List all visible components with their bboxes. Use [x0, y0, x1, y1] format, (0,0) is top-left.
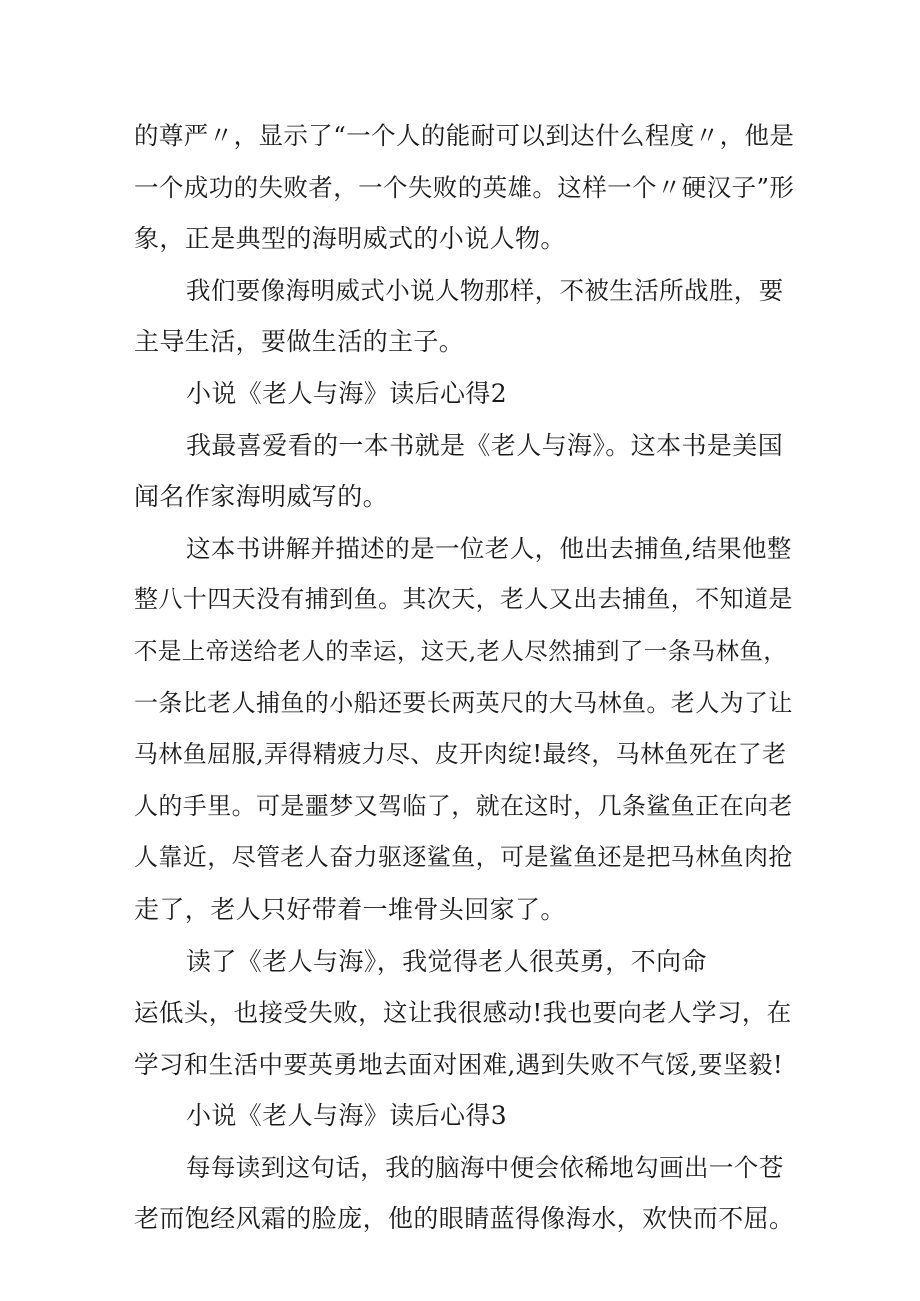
- text-line: 主导生活，要做生活的主子。: [134, 327, 465, 357]
- text-line: 整八十四天没有捕到鱼。其次天，老人又出去捕鱼，不知道是: [134, 585, 793, 614]
- paragraph-first-line: 每每读到这句话，我的脑海中便会依稀地勾画出一个苍: [186, 1152, 784, 1182]
- paragraph-first-line: 这本书讲解并描述的是一位老人，他出去捕鱼,结果他整: [186, 533, 792, 563]
- text-line: 走了，老人只好带着一堆骨头回家了。: [134, 894, 566, 924]
- text-line: 一个成功的失败者，一个失败的英雄。这样一个〃硬汉子”形: [134, 172, 794, 202]
- paragraph-first-line: 小说《老人与海》读后心得3: [186, 1101, 508, 1131]
- paragraph-first-line: 我们要像海明威式小说人物那样，不被生活所战胜，要: [186, 275, 784, 305]
- text-line: 闻名作家海明威写的。: [134, 482, 389, 512]
- paragraph-first-line: 我最喜爱看的一本书就是《老人与海》。这本书是美国: [186, 430, 784, 460]
- text-line: 不是上帝送给老人的幸运，这天,老人尽然捕到了一条马林鱼，: [134, 636, 788, 665]
- text-line: 运低头，也接受失败，这让我很感动!我也要向老人学习，在: [134, 998, 792, 1028]
- paragraph-first-line: 读了《老人与海》，我觉得老人很英勇，不向命: [186, 946, 707, 976]
- text-line: 人的手里。可是噩梦又驾临了，就在这时，几条鲨鱼正在向老: [134, 791, 793, 820]
- document-body: [134, 110, 794, 1245]
- text-line: 老而饱经风霜的脸庞，他的眼睛蓝得像海水，欢快而不屈。: [134, 1204, 794, 1234]
- text-line: 马林鱼屈服,弄得精疲力尽、皮开肉绽!最终，马林鱼死在了老: [134, 740, 787, 769]
- text-line: 的尊严〃，显示了“一个人的能耐可以到达什么程度〃，他是: [134, 121, 794, 150]
- paragraph-first-line: 小说《老人与海》读后心得2: [186, 378, 508, 408]
- text-line: 象，正是典型的海明威式的小说人物。: [134, 224, 566, 254]
- text-line: 一条比老人捕鱼的小船还要长两英尺的大马林鱼。老人为了让: [134, 688, 793, 717]
- text-line: 人靠近，尽管老人奋力驱逐鲨鱼，可是鲨鱼还是把马林鱼肉抢: [134, 843, 793, 872]
- text-line: 学习和生活中要英勇地去面对困难,遇到失败不气馁,要坚毅!: [134, 1049, 784, 1079]
